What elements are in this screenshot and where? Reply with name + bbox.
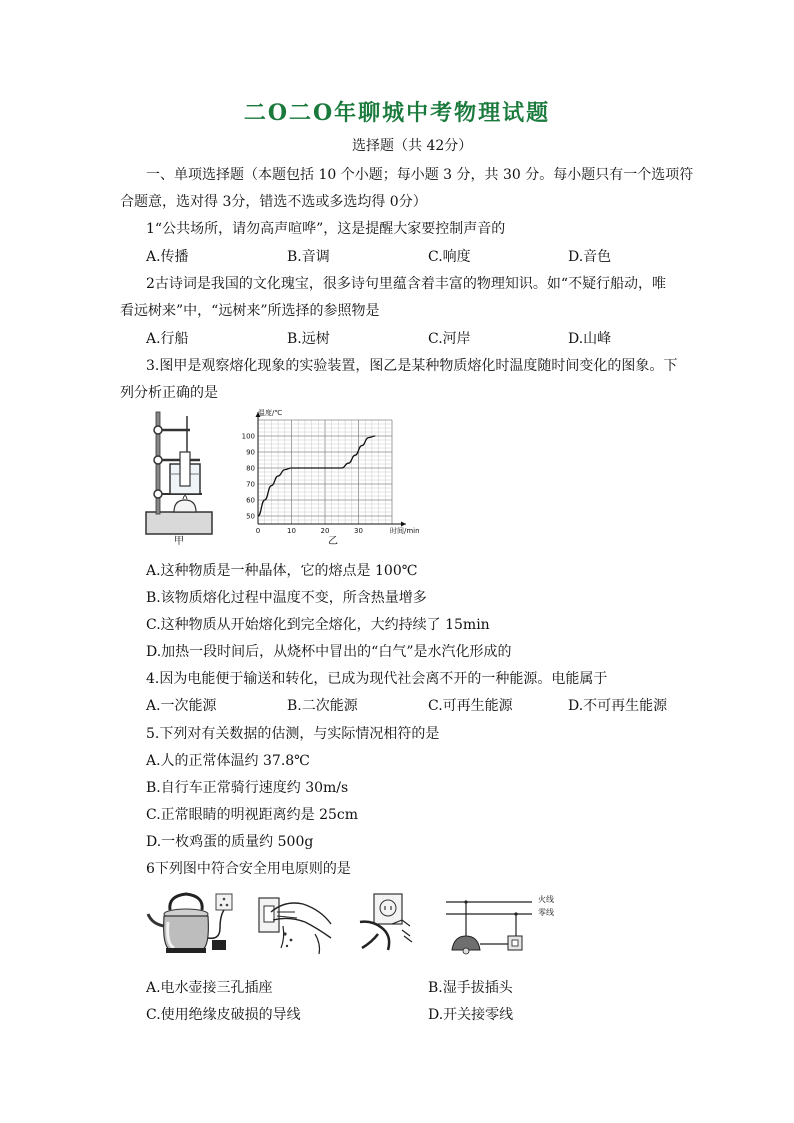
question-3-stem-line-1: 3.图甲是观察熔化现象的实验装置，图乙是某种物质熔化时温度随时间变化的图象。下	[146, 358, 678, 374]
socket-panel-icon	[374, 894, 402, 924]
question-6-option-c[interactable]: C.使用绝缘皮破损的导线	[146, 1007, 301, 1023]
question-1-option-a[interactable]: A.传播	[146, 249, 189, 265]
question-6-option-b[interactable]: B.湿手拔插头	[428, 980, 513, 996]
apparatus-base	[146, 512, 212, 534]
test-tube	[180, 452, 190, 486]
question-1-option-d[interactable]: D.音色	[568, 249, 612, 265]
question-5-option-d[interactable]: D.一枚鸡蛋的质量约 500g	[146, 834, 314, 850]
y-tick-label: 60	[246, 496, 255, 505]
question-2-stem-line-2: 看远树来”中，“远树来”所选择的参照物是	[120, 303, 380, 319]
y-tick-label: 90	[246, 448, 255, 457]
chart-x-axis-label: 时间/min	[390, 527, 420, 535]
figure-jia-label: 甲	[174, 536, 184, 547]
section-heading: 选择题（共 42分）	[352, 138, 473, 154]
live-wire-label: 火线	[538, 895, 554, 904]
question-6-option-a[interactable]: A.电水壶接三孔插座	[146, 980, 273, 996]
question-5-option-b[interactable]: B.自行车正常骑行速度约 30m/s	[146, 780, 349, 796]
neutral-wire-label: 零线	[538, 908, 554, 917]
question-5-stem: 5.下列对有关数据的估测，与实际情况相符的是	[146, 726, 440, 742]
instructions-line-2: 合题意，选对得 3分，错选不选或多选均得 0分）	[120, 194, 427, 210]
chart-y-axis-label: 温度/℃	[258, 409, 283, 417]
figure-yi-label: 乙	[328, 536, 338, 547]
question-6-option-d[interactable]: D.开关接零线	[428, 1007, 514, 1023]
question-3-option-c[interactable]: C.这种物质从开始熔化到完全熔化，大约持续了 15min	[146, 617, 490, 633]
damaged-wire-picture	[352, 890, 418, 960]
y-tick-label: 50	[246, 512, 255, 521]
question-3-option-d[interactable]: D.加热一段时间后，从烧杯中冒出的“白气”是水汽化形成的	[146, 644, 512, 660]
chart-grid	[258, 420, 392, 524]
question-1-option-c[interactable]: C.响度	[428, 249, 471, 265]
switch-circuit-picture	[444, 892, 536, 962]
question-2-stem-line-1: 2古诗词是我国的文化瑰宝，很多诗句里蕴含着丰富的物理知识。如“不疑行船动，唯	[146, 276, 667, 292]
y-tick-label: 80	[246, 464, 255, 473]
question-2-option-a[interactable]: A.行船	[146, 331, 189, 347]
wet-hand-plug-picture	[255, 890, 335, 958]
question-4-option-d[interactable]: D.不可再生能源	[568, 698, 668, 714]
x-tick-label: 0	[255, 527, 261, 535]
question-5-option-c[interactable]: C.正常眼睛的明视距离约是 25cm	[146, 807, 359, 823]
question-3-option-b[interactable]: B.该物质熔化过程中温度不变，所含热量增多	[146, 590, 427, 606]
question-4-option-c[interactable]: C.可再生能源	[428, 698, 513, 714]
question-2-option-c[interactable]: C.河岸	[428, 331, 471, 347]
question-4-stem: 4.因为电能便于输送和转化，已成为现代社会离不开的一种能源。电能属于	[146, 671, 608, 687]
question-3-option-a[interactable]: A.这种物质是一种晶体，它的熔点是 100℃	[146, 563, 418, 579]
y-tick-label: 100	[241, 432, 255, 441]
x-tick-label: 30	[354, 527, 363, 535]
three-hole-socket-icon	[216, 894, 232, 910]
melting-curve-chart	[232, 404, 428, 544]
y-tick-label: 70	[246, 480, 255, 489]
question-4-option-a[interactable]: A.一次能源	[146, 698, 217, 714]
melting-apparatus-figure	[140, 408, 230, 550]
x-tick-label: 20	[320, 527, 330, 535]
instructions-line-1: 一、单项选择题（本题包括 10 个小题；每小题 3 分，共 30 分。每小题只有一个选项符	[146, 167, 694, 183]
question-5-option-a[interactable]: A.人的正常体温约 37.8℃	[146, 753, 310, 769]
question-1-stem: 1“公共场所，请勿高声喧哗”，这是提醒大家要控制声音的	[146, 221, 506, 237]
kettle-socket-picture	[146, 888, 238, 960]
question-2-option-b[interactable]: B.远树	[287, 331, 330, 347]
question-3-stem-line-2: 列分析正确的是	[120, 385, 218, 401]
x-tick-label: 10	[287, 527, 296, 535]
question-1-option-b[interactable]: B.音调	[287, 249, 330, 265]
question-4-option-b[interactable]: B.二次能源	[287, 698, 358, 714]
x-axis-arrow	[401, 522, 406, 527]
question-2-option-d[interactable]: D.山峰	[568, 331, 612, 347]
exam-title: 二O二O年聊城中考物理试题	[243, 100, 551, 126]
question-6-stem: 6下列图中符合安全用电原则的是	[146, 861, 351, 877]
kettle-handle	[170, 894, 202, 910]
alcohol-lamp	[174, 500, 196, 512]
